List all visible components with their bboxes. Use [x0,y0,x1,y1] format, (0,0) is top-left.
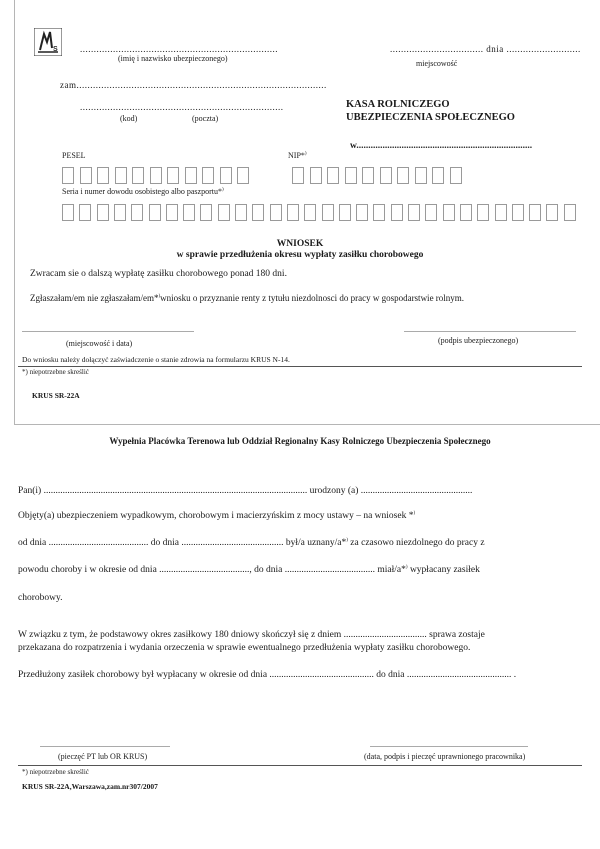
bottom-form-code: KRUS SR-22A,Warszawa,zam.nr307/2007 [22,782,158,791]
nip-digit-box[interactable] [432,167,444,184]
pesel-digit-box[interactable] [150,167,162,184]
bottom-footnote-divider [18,765,582,766]
id-char-box[interactable] [270,204,282,221]
id-char-box[interactable] [218,204,230,221]
name-dots[interactable]: ........................................................................ [80,44,278,54]
id-char-box[interactable] [114,204,126,221]
krus-logo-icon [34,28,62,56]
id-char-box[interactable] [512,204,524,221]
bottom-footnote: *) niepotrzebne skreślić [22,768,89,776]
insured-signature-dots[interactable]: ...................................................................................... [404,325,576,334]
id-char-box[interactable] [166,204,178,221]
office-stamp-dots[interactable]: ................................................................. [40,740,170,749]
nip-digit-box[interactable] [450,167,462,184]
nip-digit-box[interactable] [362,167,374,184]
insured-name-birth-line[interactable]: Pan(i) ............................................................................................................... urodzony (a) ............................................... [18,486,473,496]
pension-paragraph: Zgłaszałam/em nie zgłaszałam/em*)wniosku o przyznanie renty z tytułu niezdolnosci do pracy w gospodarstwie rolnym. [30,293,465,303]
id-char-box[interactable] [79,204,91,221]
request-paragraph: Zwracam sie o dalszą wypłatę zasiłku chorobowego ponad 180 dni. [30,269,287,279]
id-char-box[interactable] [304,204,316,221]
nip-digit-box[interactable] [292,167,304,184]
nip-digit-box[interactable] [327,167,339,184]
id-char-box[interactable] [460,204,472,221]
pesel-digit-box[interactable] [97,167,109,184]
pesel-digit-box[interactable] [132,167,144,184]
id-char-box[interactable] [529,204,541,221]
id-char-box[interactable] [131,204,143,221]
place-date-line[interactable]: .................................. dnia ........................... [390,44,581,54]
attachment-note: Do wniosku należy dołączyć zaświadczenie o stanie zdrowia na formularzu KRUS N-14. [22,355,290,364]
form-code: KRUS SR-22A [32,391,80,400]
id-char-box[interactable] [546,204,558,221]
footnote-divider [18,366,582,367]
pesel-digit-box[interactable] [167,167,179,184]
office-stamp-caption: (pieczęć PT lub OR KRUS) [58,752,148,761]
id-char-box[interactable] [425,204,437,221]
place-date-caption: (miejscowość i data) [66,339,133,348]
id-char-box[interactable] [149,204,161,221]
id-char-box[interactable] [373,204,385,221]
pesel-digit-box[interactable] [62,167,74,184]
nip-label: NIP*) [288,151,307,160]
place-caption: miejscowość [416,59,458,68]
name-caption: (imię i nazwisko ubezpieczonego) [118,54,228,63]
id-char-box[interactable] [252,204,264,221]
post-caption: (poczta) [192,114,219,123]
id-char-box[interactable] [564,204,576,221]
nip-digit-box[interactable] [310,167,322,184]
id-char-box[interactable] [477,204,489,221]
case-transfer-paragraph-line1[interactable]: W związku z tym, że podstawowy okres zasiłkowy 180 dniowy skończył się z dniem ................................... sprawa zostaje [18,630,485,640]
postal-dots[interactable]: .......................................................................... [80,102,284,112]
case-transfer-paragraph-line2: przekazana do rozpatrzenia i wydania orzeczenia w sprawie ewentualnego przedłużenia wypłaty zasiłku chorobowego. [18,643,471,653]
krus-name-line2: UBEZPIECZENIA SPOŁECZNEGO [346,112,515,123]
extended-allowance-line[interactable]: Przedłużony zasiłek chorobowy był wypłacany w okresie od dnia ............................................ do dnia ............................................ . [18,670,517,680]
pesel-digit-box[interactable] [185,167,197,184]
id-number-label: Seria i numer dowodu osobistego albo paszportu*) [62,187,224,196]
place-date-signature-dots[interactable]: ...................................................................................... [22,325,194,334]
insured-signature-caption: (podpis ubezpieczonego) [438,336,519,345]
id-char-box[interactable] [287,204,299,221]
pesel-digit-box[interactable] [237,167,249,184]
office-section-heading: Wypełnia Placówka Terenowa lub Oddział Regionalny Kasy Rolniczego Ubezpieczenia Społecznego [109,436,491,446]
id-char-box[interactable] [443,204,455,221]
id-char-box[interactable] [97,204,109,221]
id-char-box[interactable] [356,204,368,221]
incapacity-period-line[interactable]: od dnia .......................................... do dnia ........................................... był/a uznany/a*) za czasowo niezdolnego do pracy z [18,538,485,549]
form-title: WNIOSEK [276,239,324,249]
form-subtitle: w sprawie przedłużenia okresu wypłaty zasiłku chorobowego [176,250,424,260]
id-char-box[interactable] [62,204,74,221]
footnote: *) niepotrzebne skreślić [22,368,89,376]
pesel-digit-box[interactable] [80,167,92,184]
allowance-period-line[interactable]: powodu choroby i w okresie od dnia ......................................, do dnia ...................................... miał/a*) wypłacany zasiłek [18,565,480,576]
krus-name-line1: KASA ROLNICZEGO [346,99,450,110]
allowance-line-end: chorobowy. [18,593,63,603]
address-line[interactable]: zam........................................................................................... [60,80,327,90]
pesel-label: PESEL [62,151,86,160]
insurance-coverage-line: Objęty(a) ubezpieczeniem wypadkowym, chorobowym i macierzyńskim z mocy ustawy – na wniosek *) [18,511,416,522]
id-char-box[interactable] [408,204,420,221]
id-char-box[interactable] [339,204,351,221]
nip-digit-box[interactable] [415,167,427,184]
pesel-digit-box[interactable] [220,167,232,184]
pesel-digit-box[interactable] [115,167,127,184]
svg-text:S: S [53,46,58,53]
officer-signature-dots[interactable]: ............................................................................... [370,740,528,749]
branch-line[interactable]: w.......................................................................... [350,141,533,151]
id-char-box[interactable] [200,204,212,221]
pesel-digit-box[interactable] [202,167,214,184]
nip-digit-box[interactable] [397,167,409,184]
id-char-box[interactable] [235,204,247,221]
id-char-box[interactable] [391,204,403,221]
id-char-box[interactable] [183,204,195,221]
officer-signature-caption: (data, podpis i pieczęć uprawnionego pracownika) [364,752,526,761]
nip-digit-box[interactable] [345,167,357,184]
code-caption: (kod) [120,114,138,123]
id-char-box[interactable] [495,204,507,221]
id-char-box[interactable] [322,204,334,221]
nip-digit-box[interactable] [380,167,392,184]
